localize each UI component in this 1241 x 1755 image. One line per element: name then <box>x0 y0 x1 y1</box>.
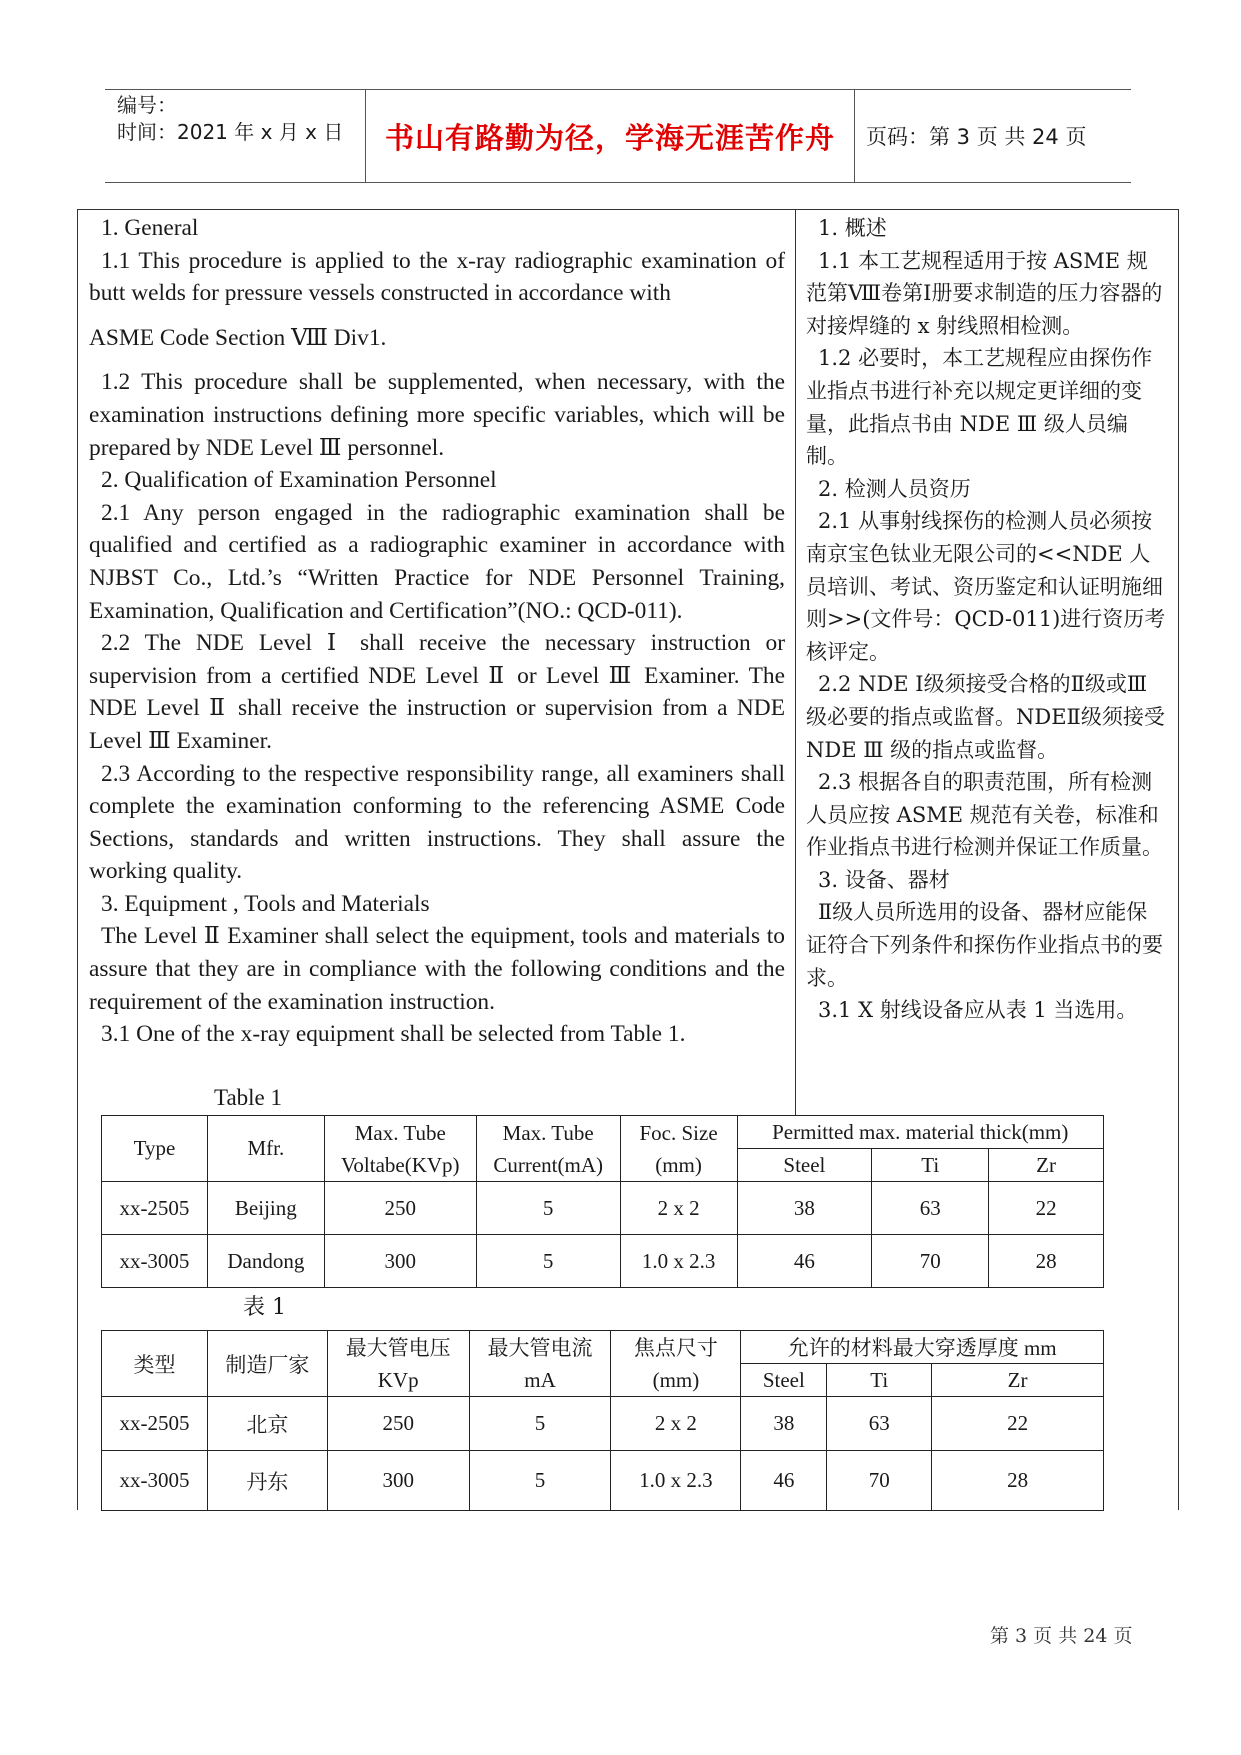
table-en-header-permitted: Permitted max. material thick(mm) <box>737 1116 1104 1149</box>
table-cn-cell-steel: 38 <box>741 1397 827 1451</box>
en-para-1-2: 1.2 This procedure shall be supplemented, when necessary, with the examination instructions defining more specific variables, which will be prepared by NDE Level Ⅲ personnel. <box>89 369 785 461</box>
table-cn-header-permitted: 允许的材料最大穿透厚度 mm <box>741 1331 1104 1364</box>
table-cn <box>101 1330 1104 1511</box>
table-cn-cell-zr: 28 <box>932 1451 1104 1511</box>
table-cn-cell-steel: 46 <box>741 1451 827 1511</box>
chinese-column <box>806 212 1168 1027</box>
en-para-2-2: 2.2 The NDE Level Ⅰ shall receive the necessary instruction or supervision from a certified NDE Level Ⅱ or Level Ⅲ Examiner. The NDE Level Ⅱ shall receive the instruction or supervision from a NDE Level Ⅲ Examiner. <box>89 630 785 754</box>
cn-para-1-2: 1.2 必要时，本工艺规程应由探伤作业指点书进行补充以规定更详细的变量，此指点书由 NDE Ⅲ 级人员编制。 <box>806 346 1153 469</box>
cn-para-2-1: 2.1 从事射线探伤的检测人员必须按南京宝色钛业无限公司的<<NDE 人员培训、考试、资历鉴定和认证明施细则>>(文件号：QCD-011)进行资历考核评定。 <box>806 509 1166 664</box>
table-cn-cell-voltage: 250 <box>327 1397 469 1451</box>
table-cn-title: 表 1 <box>243 1295 286 1320</box>
cn-para-1-1: 1.1 本工艺规程适用于按 ASME 规范第Ⅷ卷第Ⅰ册要求制造的压力容器的对接焊缝的 x 射线照相检测。 <box>806 248 1163 338</box>
english-column <box>89 212 785 1051</box>
en-section-2-heading: 2. Qualification of Examination Personnel <box>101 467 497 494</box>
table-en-cell-ti: 63 <box>872 1182 989 1235</box>
en-section-1-heading: 1. General <box>101 215 199 241</box>
table-cn-header-mfr: 制造厂家 <box>207 1331 327 1397</box>
table-en-title: Table 1 <box>214 1085 283 1110</box>
table-cn-cell-type: xx-2505 <box>102 1397 208 1451</box>
table-en-cell-type: xx-3005 <box>102 1235 208 1288</box>
table-cn-header-ti: Ti <box>827 1364 932 1397</box>
table-cn-cell-zr: 22 <box>932 1397 1104 1451</box>
en-para-2-3: 2.3 According to the respective responsibility range, all examiners shall complete the examination conforming to the referencing ASME Code Sections, standards and written instructions. They shall assure the working quality. <box>89 760 785 885</box>
cn-para-3-intro: Ⅱ级人员所选用的设备、器材应能保证符合下列条件和探伤作业指点书的要求。 <box>806 900 1163 990</box>
en-para-3-1: 3.1 One of the x-ray equipment shall be selected from Table 1. <box>101 1021 686 1048</box>
en-para-1-1: 1.1 This procedure is applied to the x-ray radiographic examination of butt welds for pressure vessels constructed in accordance with <box>89 247 785 307</box>
table-en-cell-focal-size: 2 x 2 <box>620 1182 737 1235</box>
table-en-header-zr: Zr <box>989 1149 1104 1182</box>
table-row <box>102 1451 1104 1511</box>
table-en-header-type: Type <box>102 1116 208 1182</box>
table-en-header-mfr: Mfr. <box>207 1116 324 1182</box>
table-en-cell-ti: 70 <box>872 1235 989 1288</box>
table-en-header-ti: Ti <box>872 1149 989 1182</box>
header-page-number: 页码：第 3 页 共 24 页 <box>866 125 1087 149</box>
table-en-cell-voltage: 300 <box>324 1235 476 1288</box>
table-en-cell-steel: 46 <box>737 1235 872 1288</box>
document-time: 时间：2021 年 x 月 x 日 <box>117 120 344 144</box>
table-cn-cell-mfr: 北京 <box>207 1397 327 1451</box>
table-cn-cell-voltage: 300 <box>327 1451 469 1511</box>
table-cn-header-voltage: 最大管电压 KVp <box>327 1331 469 1397</box>
table-cn-cell-focal-size: 1.0 x 2.3 <box>611 1451 741 1511</box>
table-row <box>102 1397 1104 1451</box>
header-motto: 书山有路勤为径，学海无涯苦作舟 <box>365 90 855 182</box>
cn-section-2-heading: 2. 检测人员资历 <box>818 476 971 501</box>
column-divider <box>795 209 796 1116</box>
table-en-cell-voltage: 250 <box>324 1182 476 1235</box>
table-cn-cell-mfr: 丹东 <box>207 1451 327 1511</box>
cn-section-3-heading: 3. 设备、器材 <box>818 867 950 892</box>
table-en-header-steel: Steel <box>737 1149 872 1182</box>
table-cn-header-focal-size: 焦点尺寸 (mm) <box>611 1331 741 1397</box>
table-cn-header-zr: Zr <box>932 1364 1104 1397</box>
table-en-cell-zr: 22 <box>989 1182 1104 1235</box>
table-en-header-focal-size: Foc. Size (mm) <box>620 1116 737 1182</box>
page-header <box>105 89 1131 183</box>
table-en-cell-type: xx-2505 <box>102 1182 208 1235</box>
table-en-cell-focal-size: 1.0 x 2.3 <box>620 1235 737 1288</box>
table-row <box>102 1182 1104 1235</box>
table-cn-cell-ti: 70 <box>827 1451 932 1511</box>
cn-para-3-1: 3.1 X 射线设备应从表 1 当选用。 <box>818 998 1138 1023</box>
table-cn-cell-type: xx-3005 <box>102 1451 208 1511</box>
en-para-3-intro: The Level Ⅱ Examiner shall select the equipment, tools and materials to assure that they are in compliance with the following conditions and the requirement of the examination instruction. <box>89 923 785 1015</box>
table-en-cell-steel: 38 <box>737 1182 872 1235</box>
page-footer: 第 3 页 共 24 页 <box>990 1625 1133 1647</box>
table-en-cell-mfr: Beijing <box>207 1182 324 1235</box>
table-cn-header-type: 类型 <box>102 1331 208 1397</box>
table-cn-cell-ti: 63 <box>827 1397 932 1451</box>
table-en-cell-mfr: Dandong <box>207 1235 324 1288</box>
header-meta <box>105 90 365 182</box>
table-en-cell-current: 5 <box>476 1235 620 1288</box>
table-en-cell-current: 5 <box>476 1182 620 1235</box>
table-cn-cell-current: 5 <box>469 1451 611 1511</box>
table-en-cell-zr: 28 <box>989 1235 1104 1288</box>
table-cn-cell-focal-size: 2 x 2 <box>611 1397 741 1451</box>
cn-para-2-2: 2.2 NDE Ⅰ级须接受合格的Ⅱ级或Ⅲ级必要的指点或监督。NDEⅡ级须接受 NDE Ⅲ 级的指点或监督。 <box>806 672 1165 762</box>
cn-para-2-3: 2.3 根据各自的职责范围，所有检测人员应按 ASME 规范有关卷，标准和作业指点书进行检测并保证工作质量。 <box>806 770 1163 860</box>
table-cn-cell-current: 5 <box>469 1397 611 1451</box>
en-para-1-1-cont: ASME Code Section Ⅷ Div1. <box>89 324 387 351</box>
table-row <box>102 1235 1104 1288</box>
table-cn-header-current: 最大管电流 mA <box>469 1331 611 1397</box>
document-number: 编号： <box>117 93 177 117</box>
table-en-header-voltage: Max. Tube Voltabe(KVp) <box>324 1116 476 1182</box>
en-para-2-1: 2.1 Any person engaged in the radiographic examination shall be qualified and certified as a radiographic examiner in accordance with NJBST Co., Ltd.’s “Written Practice for NDE Personnel Training, Examination, Qualification and Certification”(NO.: QCD-011). <box>89 499 785 624</box>
en-section-3-heading: 3. Equipment , Tools and Materials <box>101 890 430 917</box>
table-en <box>101 1115 1104 1288</box>
cn-section-1-heading: 1. 概述 <box>818 216 887 240</box>
table-cn-header-steel: Steel <box>741 1364 827 1397</box>
table-en-header-current: Max. Tube Current(mA) <box>476 1116 620 1182</box>
